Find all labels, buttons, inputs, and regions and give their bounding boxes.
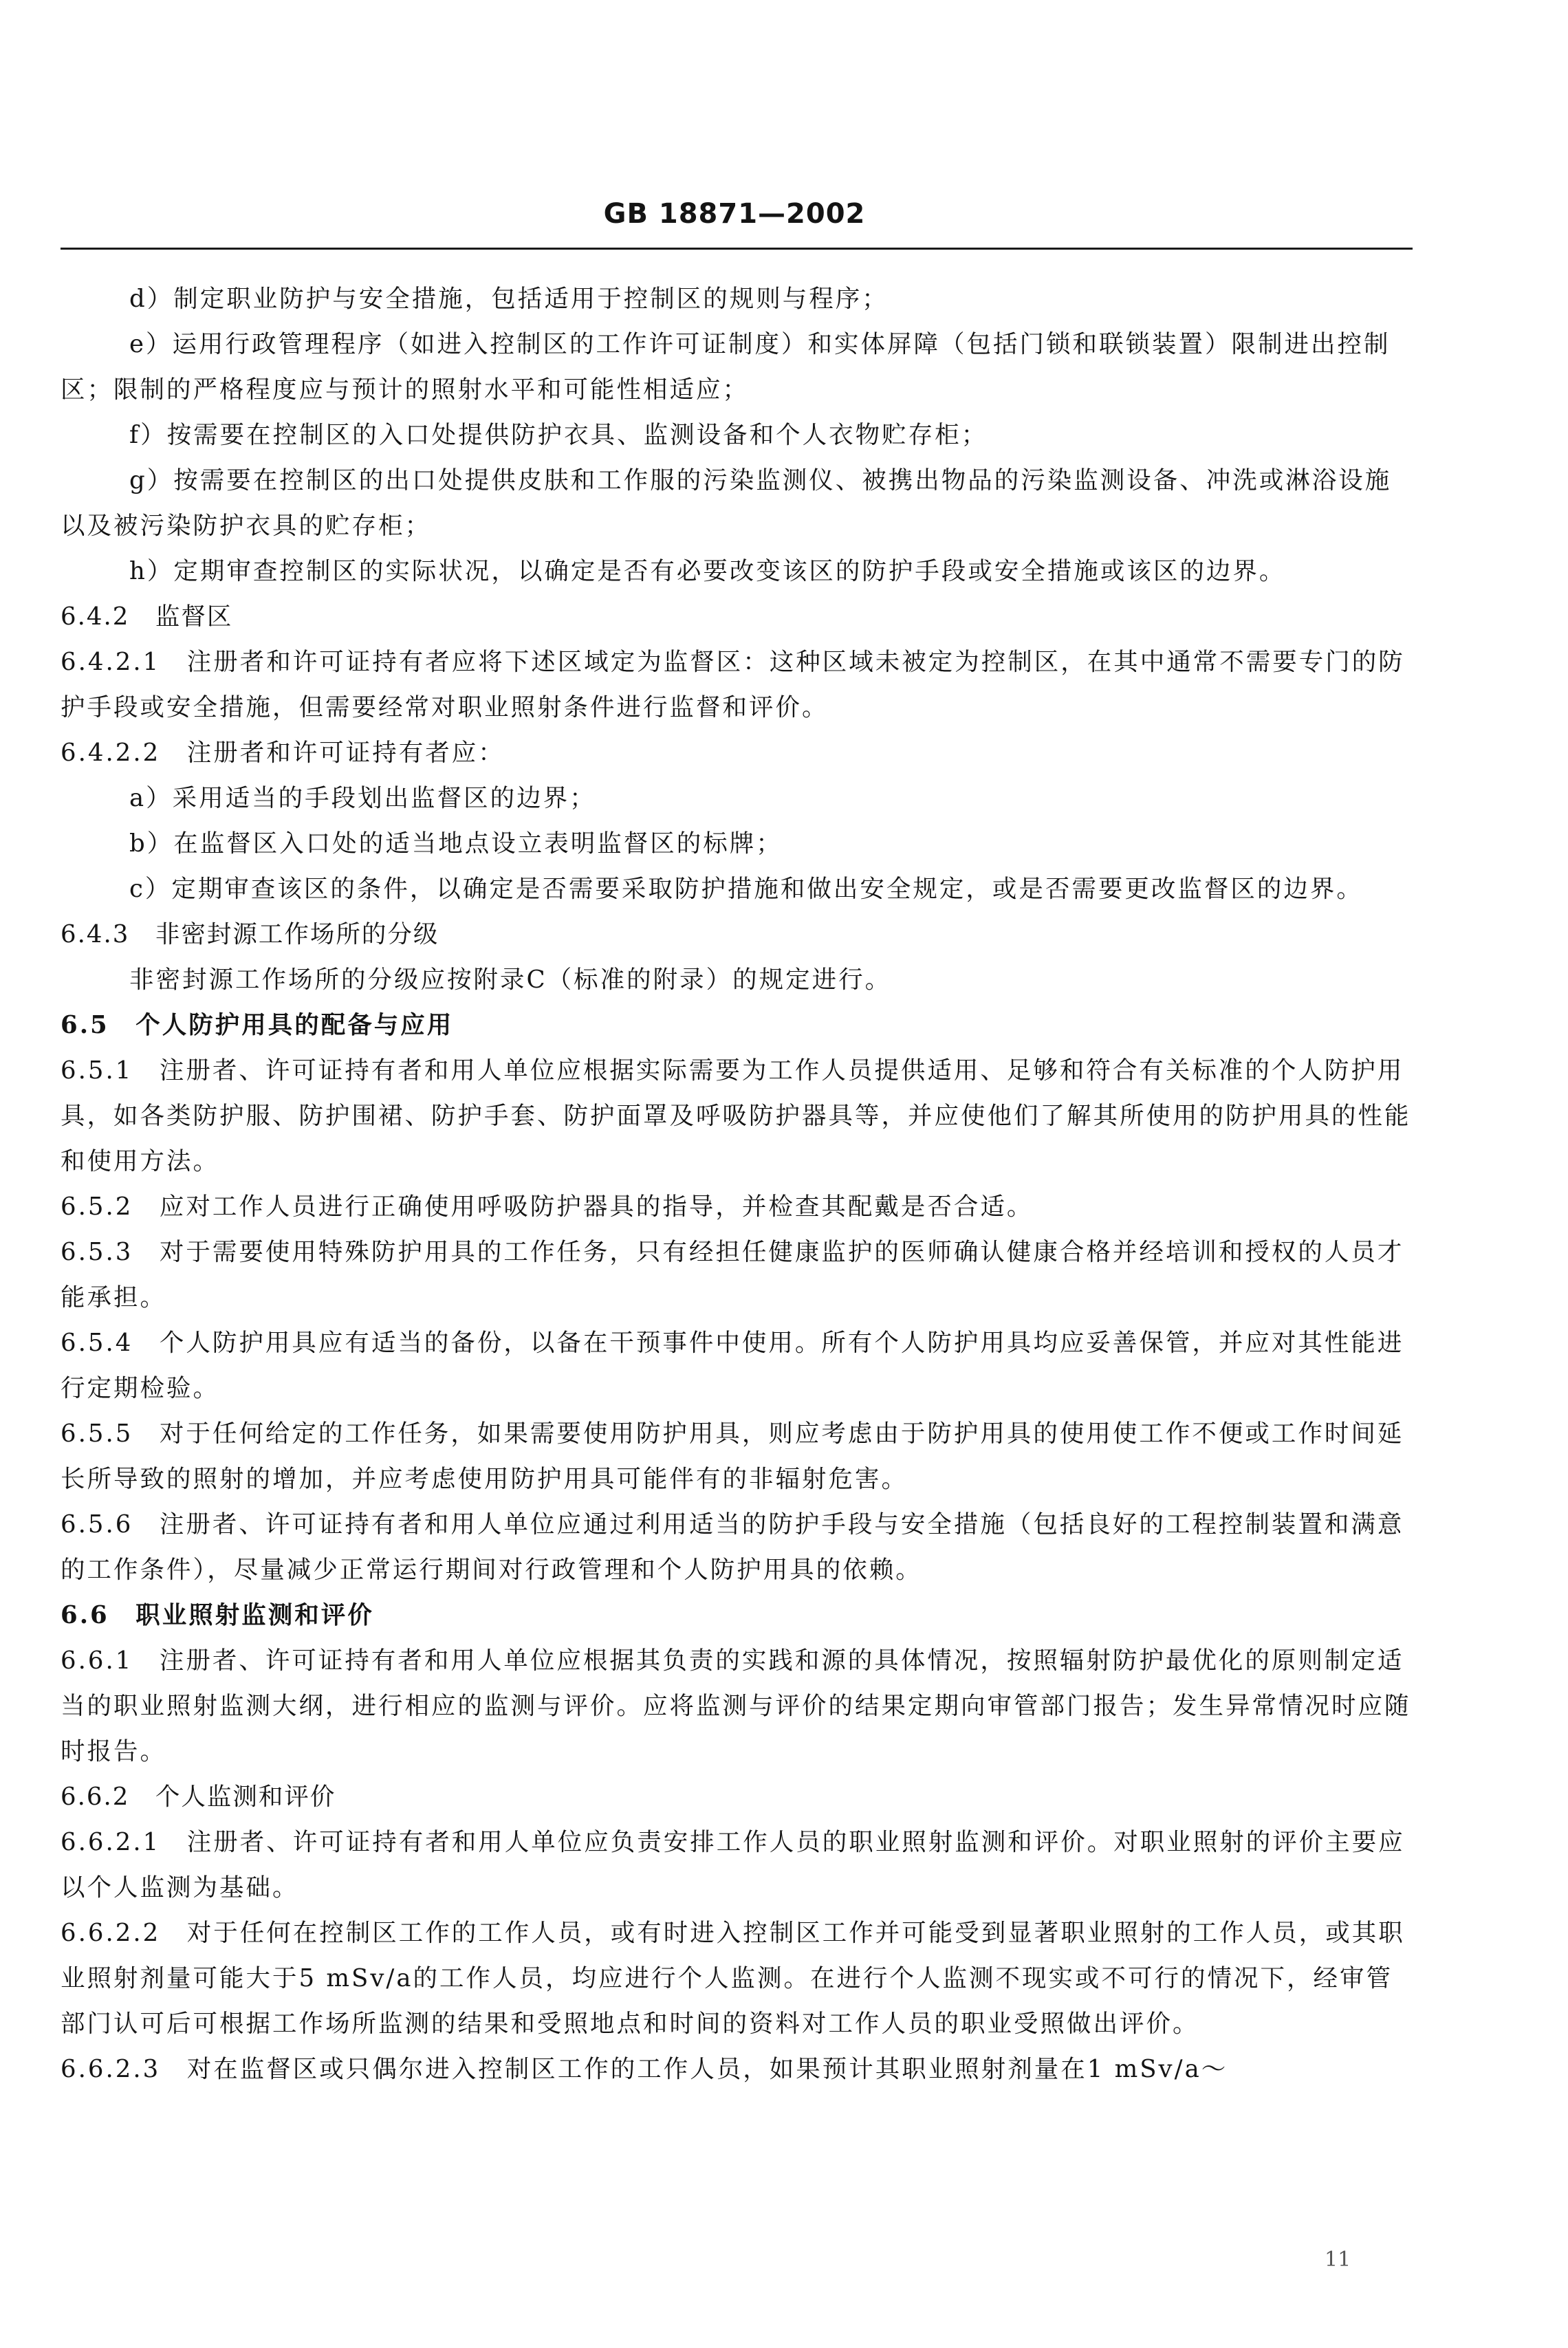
clause-6-6-2-1: 6.6.2.1 注册者、许可证持有者和用人单位应负责安排工作人员的职业照射监测和评价。对职业照射的评价主要应以个人监测为基础。 [61, 1828, 1405, 1902]
clause-6-5-6: 6.5.6 注册者、许可证持有者和用人单位应通过利用适当的防护手段与安全措施（包括良好的工程控制装置和满意的工作条件），尽量减少正常运行期间对行政管理和个人防护用具的依赖。 [61, 1510, 1404, 1584]
heading-6-6-2: 6.6.2 个人监测和评价 [61, 1783, 336, 1811]
clause-6-4-2-2: 6.4.2.2 注册者和许可证持有者应： [61, 739, 505, 767]
paragraph-f: f）按需要在控制区的入口处提供防护衣具、监测设备和个人衣物贮存柜； [129, 421, 988, 449]
section-heading-6-6: 6.6 职业照射监测和评价 [61, 1601, 374, 1629]
page-number: 11 [1325, 2248, 1351, 2272]
paragraph-6-4-3-body: 非密封源工作场所的分级应按附录C（标准的附录）的规定进行。 [129, 966, 892, 994]
clause-6-5-4: 6.5.4 个人防护用具应有适当的备份，以备在干预事件中使用。所有个人防护用具均应妥善保管，并应对其性能进行定期检验。 [61, 1329, 1404, 1402]
paragraph-d: d）制定职业防护与安全措施，包括适用于控制区的规则与程序； [129, 285, 889, 313]
clause-6-5-2: 6.5.2 应对工作人员进行正确使用呼吸防护器具的指导，并检查其配戴是否合适。 [61, 1193, 1034, 1221]
document-body [61, 276, 1411, 2092]
clause-6-4-2-1: 6.4.2.1 注册者和许可证持有者应将下述区域定为监督区：这种区域未被定为控制区，在其中通常不需要专门的防护手段或安全措施，但需要经常对职业照射条件进行监督和评价。 [61, 648, 1405, 721]
clause-6-5-3: 6.5.3 对于需要使用特殊防护用具的工作任务，只有经担任健康监护的医师确认健康合格并经培训和授权的人员才能承担。 [61, 1238, 1404, 1312]
paragraph-h: h）定期审查控制区的实际状况，以确定是否有必要改变该区的防护手段或安全措施或该区的边界。 [129, 557, 1286, 585]
paragraph-a: a）采用适当的手段划出监督区的边界； [129, 784, 596, 812]
paragraph-c: c）定期审查该区的条件，以确定是否需要采取防护措施和做出安全规定，或是否需要更改监督区的边界。 [129, 875, 1363, 903]
header-rule [61, 248, 1413, 250]
paragraph-e: e）运用行政管理程序（如进入控制区的工作许可证制度）和实体屏障（包括门锁和联锁装置）限制进出控制区；限制的严格程度应与预计的照射水平和可能性相适应； [61, 330, 1391, 404]
clause-6-6-2-2: 6.6.2.2 对于任何在控制区工作的工作人员，或有时进入控制区工作并可能受到显著职业照射的工作人员，或其职业照射剂量可能大于5 mSv/a的工作人员，均应进行个人监测。在进行个人监测不现实或不可行的情况下，经审管部门认可后可根据工作场所监测的结果和受照地点和时间的资料对工作人员的职业受照做出评价。 [61, 1919, 1405, 2038]
heading-6-4-3: 6.4.3 非密封源工作场所的分级 [61, 920, 439, 948]
standard-code-header: GB 18871—2002 [603, 198, 866, 230]
heading-6-4-2: 6.4.2 监督区 [61, 602, 233, 631]
clause-6-6-1: 6.6.1 注册者、许可证持有者和用人单位应根据其负责的实践和源的具体情况，按照辐射防护最优化的原则制定适当的职业照射监测大纲，进行相应的监测与评价。应将监测与评价的结果定期向审管部门报告；发生异常情况时应随时报告。 [61, 1646, 1411, 1765]
paragraph-g: g）按需要在控制区的出口处提供皮肤和工作服的污染监测仪、被携出物品的污染监测设备、冲洗或淋浴设施以及被污染防护衣具的贮存柜； [61, 466, 1392, 540]
clause-6-5-1: 6.5.1 注册者、许可证持有者和用人单位应根据实际需要为工作人员提供适用、足够和符合有关标准的个人防护用具，如各类防护服、防护围裙、防护手套、防护面罩及呼吸防护器具等，并应使他们了解其所使用的防护用具的性能和使用方法。 [61, 1056, 1411, 1175]
clause-6-5-5: 6.5.5 对于任何给定的工作任务，如果需要使用防护用具，则应考虑由于防护用具的使用使工作不便或工作时间延长所导致的照射的增加，并应考虑使用防护用具可能伴有的非辐射危害。 [61, 1420, 1404, 1493]
clause-6-6-2-3: 6.6.2.3 对在监督区或只偶尔进入控制区工作的工作人员，如果预计其职业照射剂量在1 mSv/a～ [61, 2055, 1228, 2083]
paragraph-b: b）在监督区入口处的适当地点设立表明监督区的标牌； [129, 829, 783, 858]
section-heading-6-5: 6.5 个人防护用具的配备与应用 [61, 1011, 454, 1039]
